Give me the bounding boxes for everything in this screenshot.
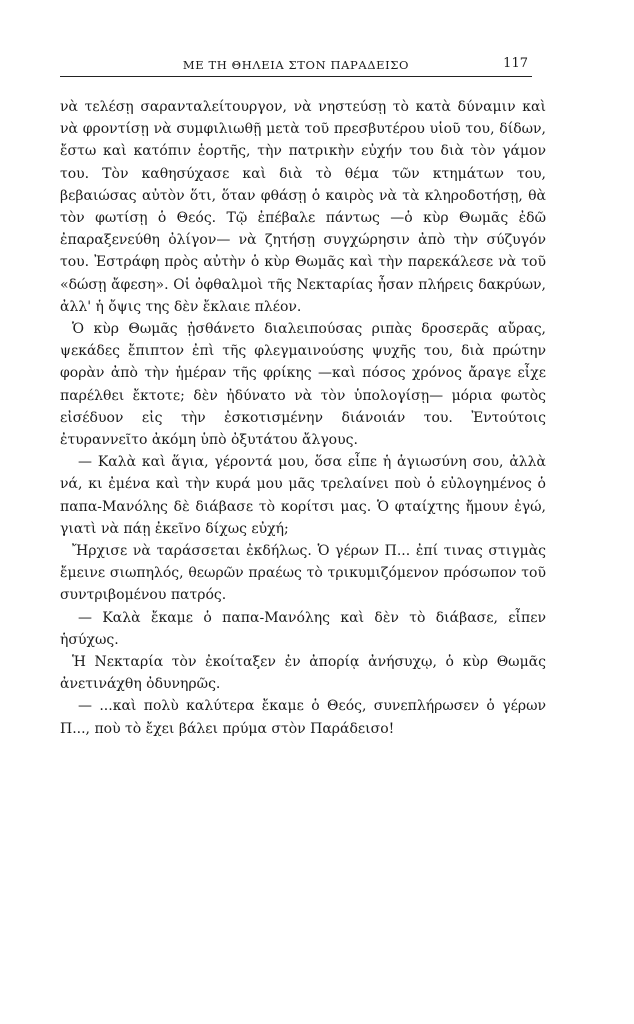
page-number: 117 [503, 56, 528, 71]
dialogue-paragraph: — ...καὶ πολὺ καλύτερα ἔκαμε ὁ Θεός, συνεπλήρωσεν ὁ γέρων Π..., ποὺ τὸ ἔχει βάλει πρύμα στὸν Παράδεισο! [60, 698, 546, 737]
page-body [60, 96, 546, 740]
paragraph: Ὁ κὺρ Θωμᾶς ᾐσθάνετο διαλειπούσας ριπὰς δροσερᾶς αὔρας, ψεκάδες ἔπιπτον ἐπὶ τῆς φλεγμαινούσης ψυχῆς του, διὰ πρώτην φορὰν ἀπὸ τὴν ἡμέραν τῆς φρίκης —καὶ πόσος χρόνος ἄραγε εἶχε παρέλθει ἔκτοτε; δὲν ἠδύνατο νὰ τὸν ὑπολογίσῃ— μόρια φωτὸς εἰσέδυον εἰς τὴν ἐσκοτισμένην διάνοιάν του. Ἐντούτοις ἐτυραννεῖτο ἀκόμη ὑπὸ ὀξυτάτου ἄλγους. [60, 321, 546, 449]
paragraph: Ἤρχισε νὰ ταράσσεται ἐκδήλως. Ὁ γέρων Π... ἐπί τινας στιγμὰς ἔμεινε σιωπηλός, θεωρῶν πραέως τὸ τρικυμιζόμενον πρόσωπον τοῦ συντριβομένου πατρός. [60, 543, 546, 604]
running-title: ΜΕ ΤΗ ΘΗΛΕΙΑ ΣΤΟΝ ΠΑΡΑΔΕΙΣΟ [182, 58, 410, 72]
dialogue-paragraph: — Καλὰ ἔκαμε ὁ παπα-Μανόλης καὶ δὲν τὸ διάβασε, εἶπεν ἡσύχως. [60, 609, 546, 648]
running-header [60, 58, 532, 77]
paragraph: Ἡ Νεκταρία τὸν ἐκοίταξεν ἐν ἀπορίᾳ ἀνήσυχῳ, ὁ κὺρ Θωμᾶς ἀνετινάχθη ὀδυνηρῶς. [60, 654, 546, 693]
paragraph: νὰ τελέσῃ σαρανταλείτουργον, νὰ νηστεύσῃ τὸ κατὰ δύναμιν καὶ νὰ φροντίσῃ νὰ συμφιλιωθῇ μετὰ τοῦ πρεσβυτέρου υἱοῦ του, δίδων, ἔστω καὶ κατόπιν ἑορτῆς, τὴν πατρικὴν εὐχήν του διὰ τὸν γάμον του. Τὸν καθησύχασε καὶ διὰ τὸ θέμα τῶν κτημάτων του, βεβαιώσας αὐτὸν ὅτι, ὅταν φθάσῃ ὁ καιρὸς νὰ τὰ κληροδοτήσῃ, θὰ τὸν φωτίσῃ ὁ Θεός. Τῷ ἐπέβαλε πάντως —ὁ κὺρ Θωμᾶς ἐδῶ ἐπαραξενεύθη ὀλίγον— νὰ ζητήσῃ συγχώρησιν ἀπὸ τὴν σύζυγόν του. Ἐστράφη πρὸς αὐτὴν ὁ κὺρ Θωμᾶς καὶ τὴν παρεκάλεσε νὰ τοῦ «δώσῃ ἄφεση». Οἱ ὀφθαλμοὶ τῆς Νεκταρίας ἦσαν πλήρεις δακρύων, ἀλλ' ἡ ὄψις της δὲν ἔκλαιε πλέον. [60, 99, 546, 315]
dialogue-paragraph: — Καλὰ καὶ ἅγια, γέροντά μου, ὅσα εἶπε ἡ ἁγιωσύνη σου, ἀλλὰ νά, κι ἐμένα καὶ τὴν κυρά μου μᾶς τρελαίνει ποὺ ὁ εὐλογημένος ὁ παπα-Μανόλης δὲ διάβασε τὸ κορίτσι μας. Ὁ φταίχτης ἤμουν ἐγώ, γιατὶ νὰ πάῃ ἐκεῖνο δίχως εὐχή; [60, 454, 546, 537]
